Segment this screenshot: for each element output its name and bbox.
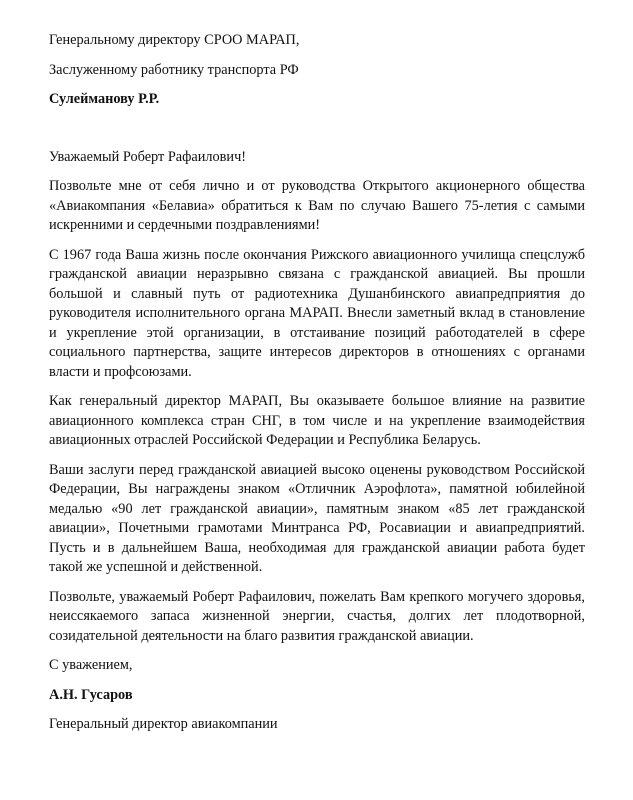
closing: С уважением, [49,657,133,673]
paragraph-career: С 1967 года Ваша жизнь после окончания Рижского авиационного училища спецслужб гражданской авиации неразрывно связана с гражданской авиацией. Вы прошли большой и славный путь от радиотехника Душанбинского авиапредприятия до руководителя исполнительного органа МАРАП. Внесли заметный вклад в становление и укрепление этой организации, в отстаивание позиций работодателей в сфере социального партнерства, защите интересов директоров в отношениях с органами власти и профсоюзами. [49,246,585,380]
signature-title: Генеральный директор авиакомпании [49,716,278,732]
paragraph-awards: Ваши заслуги перед гражданской авиацией высоко оценены руководством Российской Федерации, Вы награждены знаком «Отличник Аэрофлота», памятной юбилейной медалью «90 лет гражданской авиации», памятным знаком «85 лет гражданской авиации», Почетными грамотами Минтранса РФ, Росавиации и авиапредприятий. Пусть и в дальнейшем Ваша, необходимая для гражданской авиации работа будет такой же успешной и действенной. [49,461,585,575]
recipient-name: Сулейманову Р.Р. [49,91,160,107]
paragraph-congratulations: Позвольте мне от себя лично и от руководства Открытого акционерного общества «Авиакомпания «Белавиа» обратиться к Вам по случаю Вашего 75-летия с самыми искренними и сердечными поздравлениями! [49,178,585,233]
paragraph-influence: Как генеральный директор МАРАП, Вы оказываете большое влияние на развитие авиационного комплекса стран СНГ, в том числе и на укрепление взаимодействия авиационных отраслей Российской Федерации и Республика Беларусь. [49,393,585,448]
greeting: Уважаемый Роберт Рафаилович! [49,148,247,165]
paragraph-wishes: Позвольте, уважаемый Роберт Рафаилович, пожелать Вам крепкого могучего здоровья, неиссякаемого запаса жизненной энергии, счастья, долгих лет плодотворной, созидательной деятельности на благо развития гражданской авиации. [49,588,585,644]
recipient-line-position: Генеральному директору СРОО МАРАП, [49,32,300,48]
recipient-line-honor: Заслуженному работнику транспорта РФ [49,61,299,78]
signature-name: А.Н. Гусаров [49,686,133,703]
